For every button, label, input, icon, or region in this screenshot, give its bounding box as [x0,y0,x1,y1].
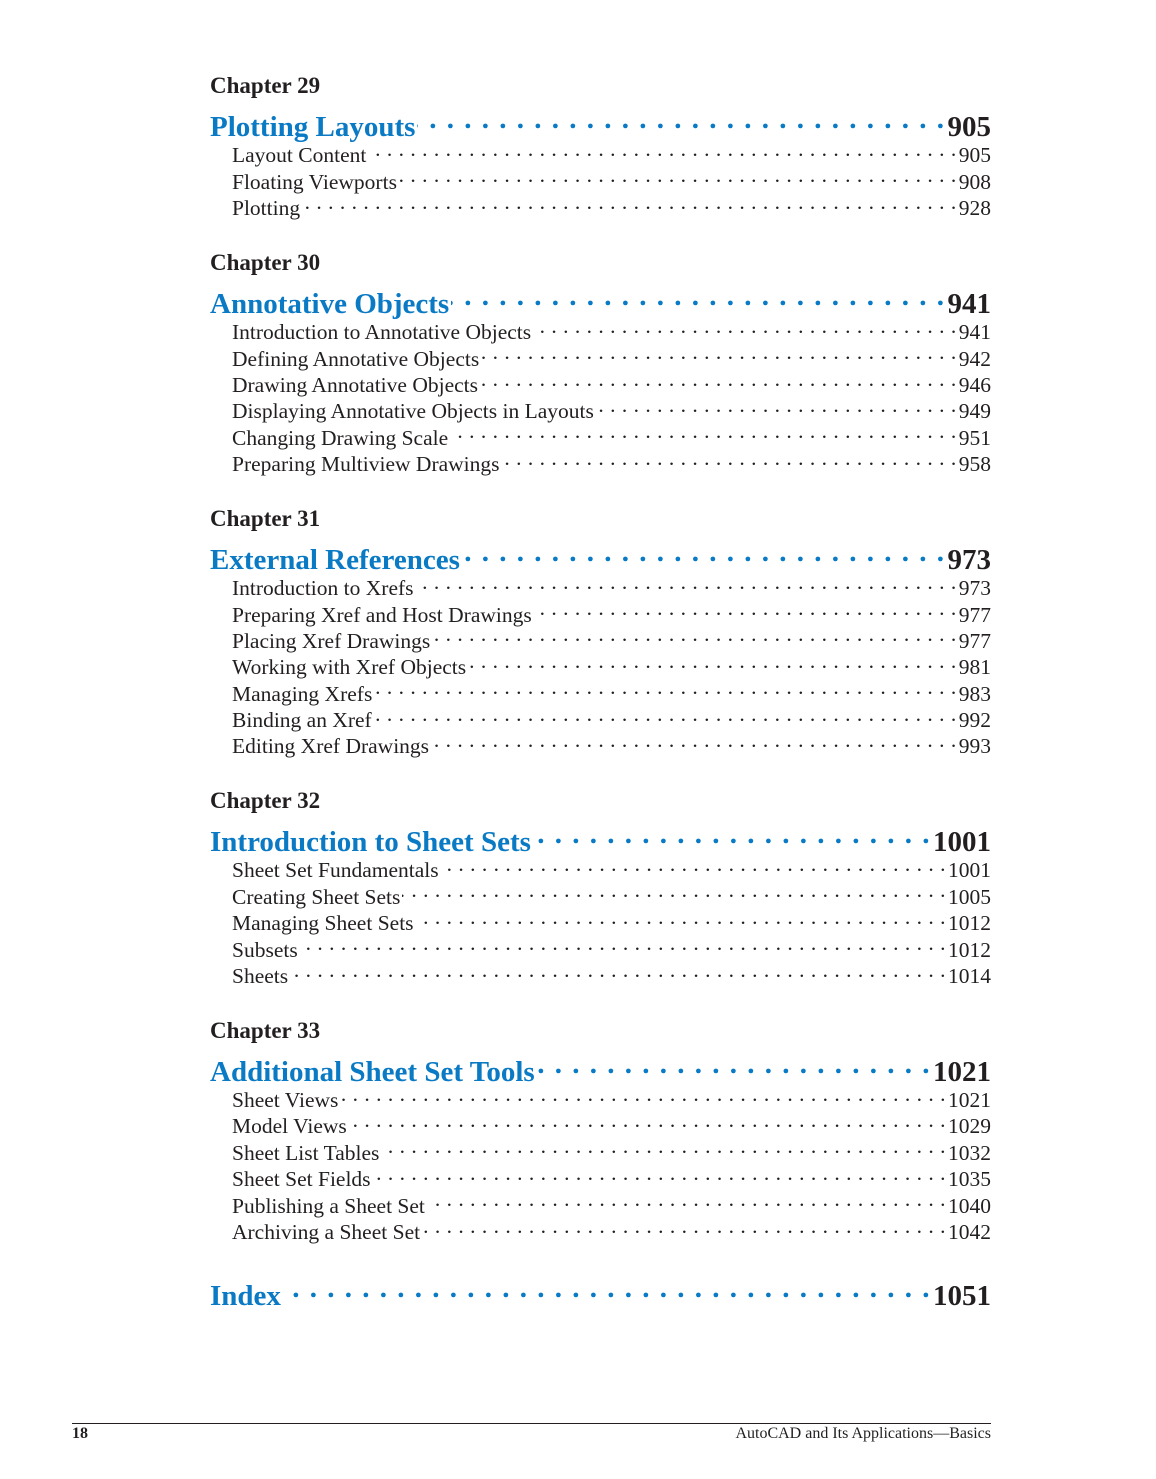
table-of-contents [210,70,991,1312]
dot-leader [481,339,957,365]
toc-entry-label: Model Views [232,1114,347,1139]
toc-entry[interactable] [210,930,991,962]
toc-entry[interactable] [210,189,991,221]
toc-entry-page: 958 [958,452,991,477]
toc-entry-label: Editing Xref Drawings [232,734,430,759]
chapter-title-page: 905 [947,111,991,143]
chapter-section [210,70,991,221]
toc-entry-page: 946 [958,372,991,397]
toc-entry-label: Working with Xref Objects [232,655,467,680]
toc-entry-label: Archiving a Sheet Set [232,1219,421,1244]
chapter-section [210,247,991,477]
toc-entry-label: Sheets [232,964,289,988]
book-title: AutoCAD and Its Applications—Basics [735,1425,991,1442]
toc-entry[interactable] [210,957,991,988]
chapter-title[interactable] [210,1047,991,1088]
toc-entry-label: Creating Sheet Sets [232,884,401,909]
chapter-title[interactable] [210,535,991,576]
toc-entry-label: Preparing Multiview Drawings [232,452,500,477]
dot-leader [534,595,957,621]
toc-entry-page: 1014 [948,964,991,988]
chapter-title[interactable] [210,817,991,859]
toc-entry-page: 1040 [948,1193,991,1218]
toc-entry-page: 977 [958,602,991,627]
toc-entry-label: Sheet Set Fields [232,1167,371,1192]
dot-leader [450,418,957,444]
toc-entry-page: 1021 [948,1087,991,1112]
toc-entry-page: 1001 [948,858,991,883]
dot-leader [340,1081,946,1107]
index-title-label: Index [210,1279,281,1312]
toc-entry-page: 942 [958,346,991,371]
chapter-title-page: 1021 [933,1055,991,1088]
dot-leader [451,279,945,313]
dot-leader [399,162,957,188]
toc-entry-label: Preparing Xref and Host Drawings [232,602,532,627]
dot-leader [300,930,946,956]
toc-entry-page: 928 [958,196,991,221]
toc-entry-label: Plotting [232,196,301,221]
dot-leader [417,102,945,136]
dot-leader [381,1133,946,1159]
chapter-section [210,503,991,759]
toc-entry-label: Managing Xrefs [232,681,373,706]
dot-leader [462,535,946,569]
dot-leader [349,1107,946,1133]
dot-leader [533,313,957,339]
chapter-label: Chapter 30 [210,249,321,275]
toc-entry-label: Sheet List Tables [232,1140,380,1165]
chapter-title[interactable] [210,102,991,143]
toc-entry-page: 1029 [948,1114,991,1139]
dot-leader [441,851,946,877]
chapter-title-page: 941 [947,287,991,320]
toc-entry-label: Placing Xref Drawings [232,628,431,653]
toc-entry-page: 951 [958,425,991,450]
dot-leader [402,877,946,903]
chapter-title[interactable] [210,279,991,320]
toc-entry-page: 908 [958,169,991,194]
toc-entry-page: 1035 [948,1167,991,1192]
dot-leader [502,445,957,471]
chapter-section [210,1015,991,1244]
toc-entry-page: 1005 [948,884,991,909]
page-footer [72,1423,991,1443]
dot-leader [416,904,946,930]
toc-entry-label: Displaying Annotative Objects in Layouts [232,399,594,424]
toc-entry-page: 949 [958,399,991,424]
toc-entry-label: Defining Annotative Objects [232,346,480,371]
dot-leader [537,1047,931,1081]
toc-entry-page: 992 [958,708,991,733]
chapter-title-label: Additional Sheet Set Tools [210,1055,535,1088]
chapter-title-page: 1001 [933,826,991,859]
chapter-label: Chapter 31 [210,505,321,531]
chapter-title-label: Annotative Objects [210,287,450,320]
toc-entry-page: 941 [958,320,991,345]
toc-entry-page: 1012 [948,937,991,962]
toc-entry-label: Drawing Annotative Objects [232,372,479,397]
dot-leader [373,1160,946,1186]
toc-entry-label: Layout Content [232,143,367,168]
dot-leader [596,392,957,418]
toc-entry-page: 1032 [948,1140,991,1165]
toc-entry-label: Publishing a Sheet Set [232,1193,425,1218]
dot-leader [427,1186,946,1212]
toc-entry-page: 905 [958,143,991,168]
toc-entry-label: Introduction to Xrefs [232,576,414,601]
dot-leader [302,189,957,215]
chapter-title-page: 973 [947,543,991,576]
dot-leader [422,1213,946,1239]
dot-leader [368,136,956,162]
dot-leader [416,569,957,595]
toc-entry-page: 1012 [948,911,991,936]
toc-entry-label: Binding an Xref [232,708,372,733]
chapter-label: Chapter 32 [210,788,321,814]
dot-leader [374,701,957,727]
toc-entry-label: Subsets [232,937,298,962]
page-number: 18 [72,1425,88,1442]
dot-leader [283,1271,931,1305]
dot-leader [432,621,957,647]
dot-leader [431,727,957,753]
dot-leader [290,957,946,983]
chapter-title-label: Introduction to Sheet Sets [210,826,531,859]
dot-leader [468,648,957,674]
toc-entry-page: 993 [958,734,991,759]
toc-entry-label: Introduction to Annotative Objects [232,320,532,345]
toc-entry-page: 977 [958,628,991,653]
index-title[interactable] [210,1271,991,1312]
dot-leader [374,674,956,700]
chapter-section [210,785,991,988]
chapter-label: Chapter 33 [210,1017,321,1043]
toc-entry-label: Sheet Set Fundamentals [232,858,439,883]
toc-entry-page: 1042 [948,1219,991,1244]
dot-leader [480,366,957,392]
toc-entry-page: 983 [958,681,991,706]
dot-leader [533,817,931,851]
toc-entry-label: Sheet Views [232,1087,339,1112]
toc-entry-page: 981 [958,655,991,680]
index-title-page: 1051 [933,1279,991,1312]
chapter-title-label: External References [210,543,460,576]
toc-entry-label: Changing Drawing Scale [232,425,449,450]
toc-entry-label: Floating Viewports [232,169,397,194]
toc-entry-label: Managing Sheet Sets [232,911,414,936]
toc-entry-page: 973 [958,576,991,601]
chapter-label: Chapter 29 [210,73,321,98]
chapter-title-label: Plotting Layouts [210,111,416,143]
